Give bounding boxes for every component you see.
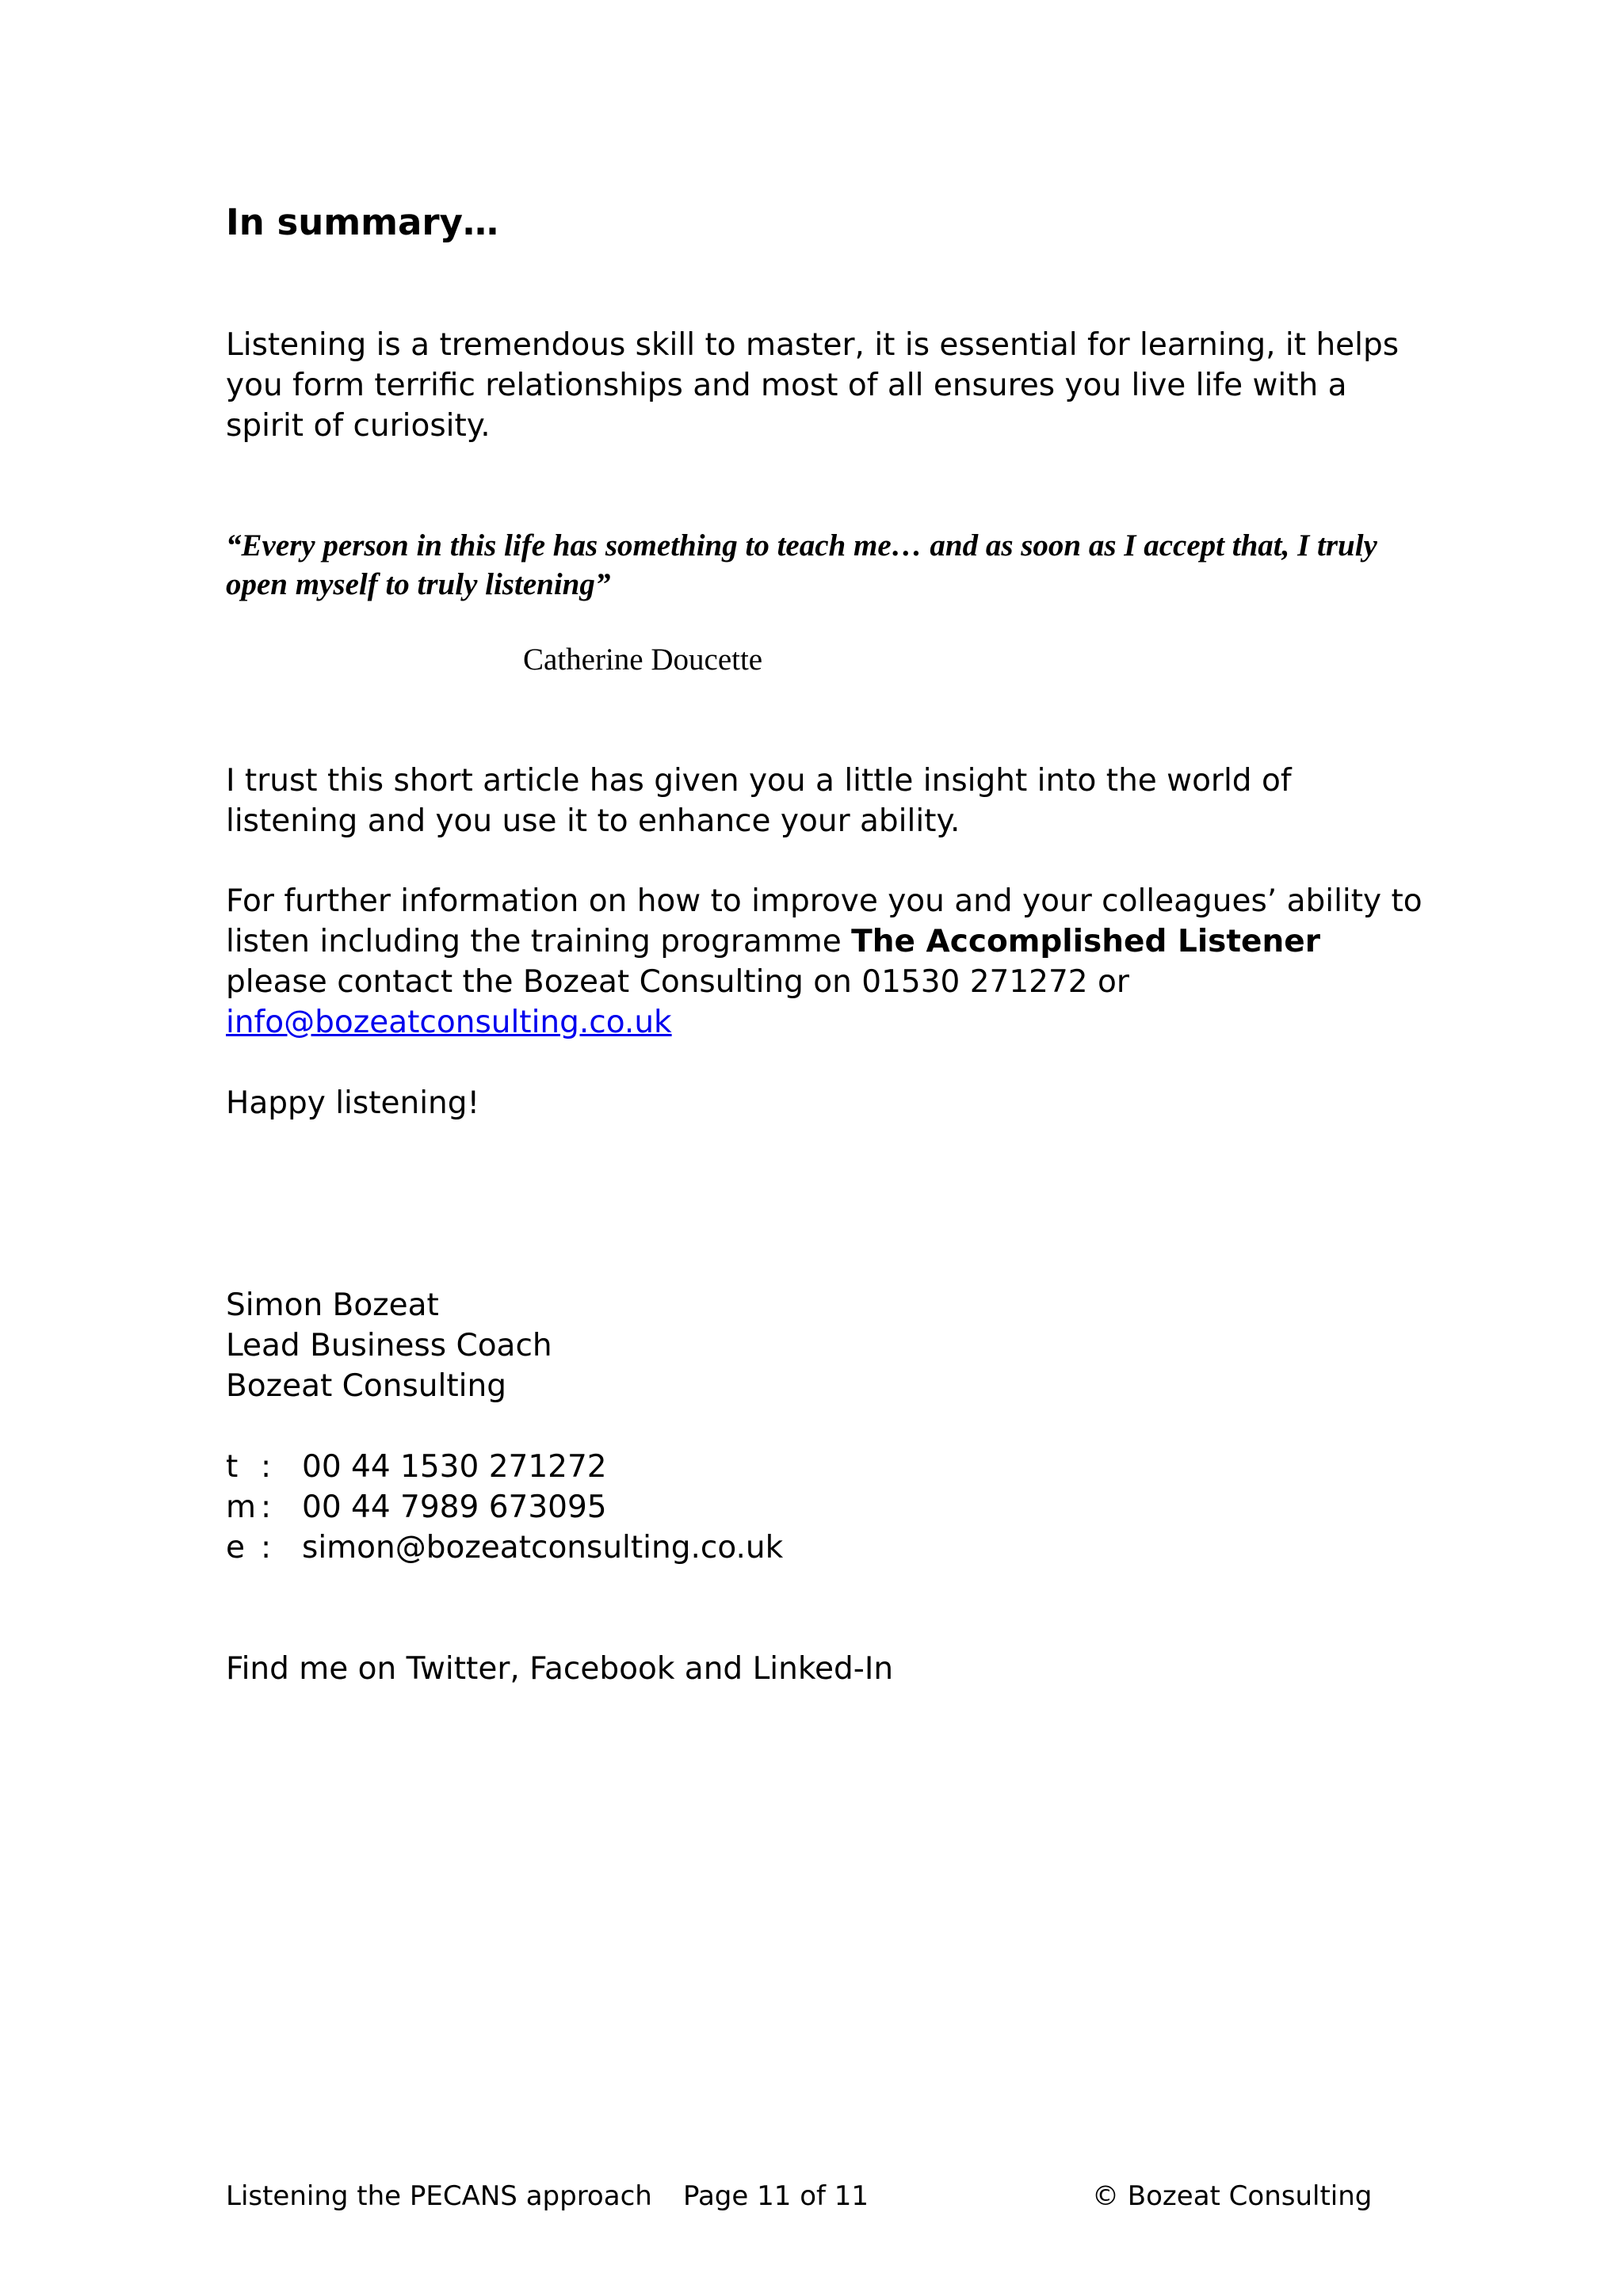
contact-email-sep: :	[261, 1530, 272, 1566]
closing-line: Happy listening!	[226, 1085, 480, 1121]
signature-company: Bozeat Consulting	[226, 1368, 506, 1404]
info-email-link[interactable]: info@bozeatconsulting.co.uk	[226, 1005, 672, 1040]
contact-email-value: simon@bozeatconsulting.co.uk	[302, 1530, 784, 1566]
quote-author: Catherine Doucette	[523, 643, 763, 677]
contact-mobile-sep: :	[261, 1489, 272, 1525]
trust-paragraph: I trust this short article has given you a little insight into the world of listening and you use it to enhance your ability.	[226, 763, 1292, 839]
contact-email-key: e	[226, 1530, 245, 1566]
footer-title: Listening the PECANS approach	[226, 2180, 652, 2212]
further-info-after: please contact the Bozeat Consulting on 01530 271272 or	[226, 964, 1129, 1000]
signature-block	[226, 1285, 1430, 1406]
contact-mobile-key: m	[226, 1489, 256, 1525]
contact-phone-key: t	[226, 1449, 239, 1485]
signature-name: Simon Bozeat	[226, 1287, 439, 1323]
footer-page-number: Page 11 of 11	[683, 2180, 869, 2212]
programme-name: The Accomplished Listener	[851, 924, 1320, 959]
footer-copyright: © Bozeat Consulting	[1092, 2180, 1373, 2212]
quote-text: “Every person in this life has something to teach me… and as soon as I accept that, I truly open myself to truly listening”	[226, 528, 1377, 601]
contact-phone-sep: :	[261, 1449, 272, 1485]
contact-block	[226, 1447, 1430, 1568]
contact-mobile-row	[226, 1487, 1430, 1527]
contact-mobile-value: 00 44 7989 673095	[302, 1489, 607, 1525]
further-info-paragraph	[226, 881, 1430, 1043]
page-heading: In summary…	[226, 201, 498, 243]
social-line: Find me on Twitter, Facebook and Linked-In	[226, 1651, 894, 1687]
further-info-before: For further information on how to improve you and your colleagues’ ability to listen including the training programme	[226, 883, 1423, 959]
signature-role: Lead Business Coach	[226, 1328, 552, 1363]
contact-email-row	[226, 1527, 1430, 1568]
intro-paragraph: Listening is a tremendous skill to master, it is essential for learning, it helps you form terrific relationships and most of all ensures you live life with a spirit of curiosity.	[226, 327, 1400, 444]
contact-phone-value: 00 44 1530 271272	[302, 1449, 607, 1485]
contact-phone-row	[226, 1447, 1430, 1487]
